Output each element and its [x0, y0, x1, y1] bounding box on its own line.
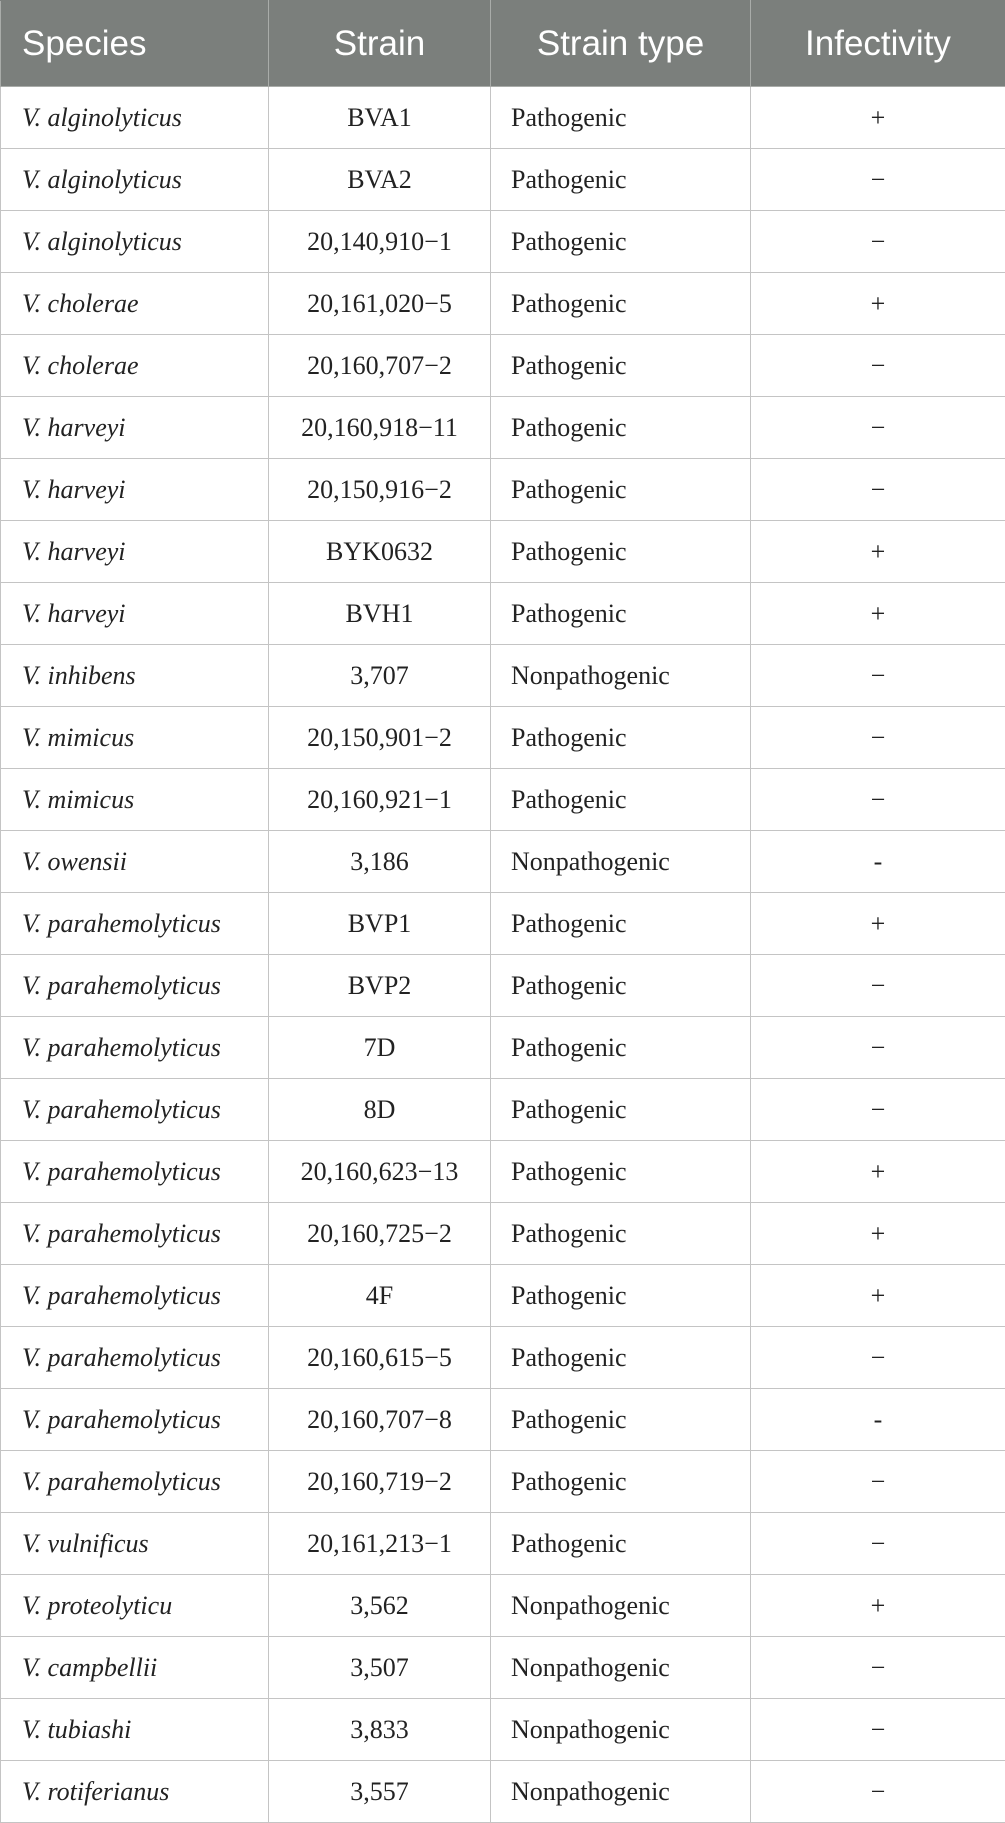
- cell-infectivity: −: [751, 1699, 1005, 1761]
- cell-strain: 3,562: [269, 1575, 491, 1637]
- cell-strain: 20,160,615−5: [269, 1327, 491, 1389]
- cell-strain-type: Pathogenic: [491, 893, 751, 955]
- cell-infectivity: −: [751, 211, 1005, 273]
- cell-strain-type: Pathogenic: [491, 1389, 751, 1451]
- cell-strain: 20,150,901−2: [269, 707, 491, 769]
- cell-strain: BVH1: [269, 583, 491, 645]
- cell-strain: 3,186: [269, 831, 491, 893]
- table-row: [1, 1513, 1005, 1575]
- cell-species: V. parahemolyticus: [1, 1327, 269, 1389]
- cell-strain-type: Pathogenic: [491, 87, 751, 149]
- table-row: [1, 645, 1005, 707]
- cell-strain-type: Pathogenic: [491, 149, 751, 211]
- table-row: [1, 583, 1005, 645]
- cell-strain: 3,507: [269, 1637, 491, 1699]
- cell-species: V. vulnificus: [1, 1513, 269, 1575]
- cell-strain-type: Pathogenic: [491, 1141, 751, 1203]
- table-row: [1, 955, 1005, 1017]
- cell-species: V. campbellii: [1, 1637, 269, 1699]
- cell-strain: 7D: [269, 1017, 491, 1079]
- cell-strain: 20,160,725−2: [269, 1203, 491, 1265]
- cell-infectivity: +: [751, 1203, 1005, 1265]
- cell-strain-type: Pathogenic: [491, 335, 751, 397]
- cell-strain-type: Pathogenic: [491, 459, 751, 521]
- cell-strain: 20,161,213−1: [269, 1513, 491, 1575]
- cell-species: V. alginolyticus: [1, 149, 269, 211]
- cell-strain-type: Nonpathogenic: [491, 1637, 751, 1699]
- table-row: [1, 1017, 1005, 1079]
- table-row: [1, 459, 1005, 521]
- table-body: [1, 87, 1005, 1823]
- header-strain-type: Strain type: [491, 1, 751, 87]
- cell-species: V. proteolyticu: [1, 1575, 269, 1637]
- cell-strain-type: Nonpathogenic: [491, 1761, 751, 1823]
- cell-species: V. mimicus: [1, 707, 269, 769]
- cell-infectivity: +: [751, 583, 1005, 645]
- cell-strain: 20,160,707−2: [269, 335, 491, 397]
- cell-species: V. parahemolyticus: [1, 1017, 269, 1079]
- header-strain: Strain: [269, 1, 491, 87]
- cell-infectivity: −: [751, 1513, 1005, 1575]
- cell-strain-type: Nonpathogenic: [491, 831, 751, 893]
- cell-species: V. cholerae: [1, 273, 269, 335]
- table-row: [1, 521, 1005, 583]
- cell-infectivity: +: [751, 893, 1005, 955]
- cell-infectivity: −: [751, 459, 1005, 521]
- cell-species: V. parahemolyticus: [1, 1389, 269, 1451]
- table-row: [1, 1141, 1005, 1203]
- cell-infectivity: −: [751, 1327, 1005, 1389]
- cell-species: V. tubiashi: [1, 1699, 269, 1761]
- table-header: [1, 1, 1005, 87]
- table-row: [1, 1079, 1005, 1141]
- cell-species: V. parahemolyticus: [1, 1451, 269, 1513]
- table-row: [1, 893, 1005, 955]
- cell-strain: 3,557: [269, 1761, 491, 1823]
- cell-species: V. harveyi: [1, 397, 269, 459]
- cell-infectivity: −: [751, 149, 1005, 211]
- cell-strain-type: Nonpathogenic: [491, 645, 751, 707]
- cell-species: V. parahemolyticus: [1, 1265, 269, 1327]
- cell-infectivity: +: [751, 1265, 1005, 1327]
- cell-infectivity: -: [751, 1389, 1005, 1451]
- cell-strain: 20,160,707−8: [269, 1389, 491, 1451]
- cell-species: V. cholerae: [1, 335, 269, 397]
- table-row: [1, 1451, 1005, 1513]
- cell-infectivity: +: [751, 1575, 1005, 1637]
- cell-strain: BVA2: [269, 149, 491, 211]
- cell-infectivity: +: [751, 273, 1005, 335]
- cell-species: V. parahemolyticus: [1, 1141, 269, 1203]
- table-row: [1, 1637, 1005, 1699]
- cell-strain-type: Pathogenic: [491, 1203, 751, 1265]
- cell-strain-type: Pathogenic: [491, 707, 751, 769]
- cell-strain: 4F: [269, 1265, 491, 1327]
- cell-strain: 3,707: [269, 645, 491, 707]
- cell-infectivity: −: [751, 335, 1005, 397]
- table-row: [1, 831, 1005, 893]
- cell-strain: 8D: [269, 1079, 491, 1141]
- cell-strain: 20,150,916−2: [269, 459, 491, 521]
- cell-species: V. harveyi: [1, 459, 269, 521]
- cell-infectivity: −: [751, 1637, 1005, 1699]
- cell-strain: 20,160,921−1: [269, 769, 491, 831]
- cell-species: V. alginolyticus: [1, 87, 269, 149]
- cell-strain-type: Pathogenic: [491, 211, 751, 273]
- cell-strain: 3,833: [269, 1699, 491, 1761]
- cell-species: V. alginolyticus: [1, 211, 269, 273]
- cell-infectivity: −: [751, 1451, 1005, 1513]
- cell-species: V. parahemolyticus: [1, 1079, 269, 1141]
- cell-species: V. harveyi: [1, 583, 269, 645]
- table-row: [1, 397, 1005, 459]
- table-row: [1, 1203, 1005, 1265]
- cell-strain-type: Pathogenic: [491, 521, 751, 583]
- table-row: [1, 149, 1005, 211]
- cell-strain-type: Pathogenic: [491, 1079, 751, 1141]
- cell-strain-type: Pathogenic: [491, 1513, 751, 1575]
- cell-infectivity: -: [751, 831, 1005, 893]
- cell-infectivity: +: [751, 1141, 1005, 1203]
- cell-strain-type: Nonpathogenic: [491, 1575, 751, 1637]
- table-row: [1, 707, 1005, 769]
- cell-strain: BYK0632: [269, 521, 491, 583]
- header-species: Species: [1, 1, 269, 87]
- cell-infectivity: −: [751, 645, 1005, 707]
- cell-species: V. mimicus: [1, 769, 269, 831]
- table-row: [1, 1699, 1005, 1761]
- cell-species: V. harveyi: [1, 521, 269, 583]
- cell-infectivity: −: [751, 955, 1005, 1017]
- table-row: [1, 211, 1005, 273]
- cell-strain-type: Pathogenic: [491, 1265, 751, 1327]
- cell-strain-type: Pathogenic: [491, 273, 751, 335]
- cell-strain-type: Pathogenic: [491, 769, 751, 831]
- table-row: [1, 1761, 1005, 1823]
- cell-infectivity: −: [751, 1079, 1005, 1141]
- cell-strain-type: Pathogenic: [491, 1327, 751, 1389]
- cell-strain: BVP2: [269, 955, 491, 1017]
- cell-species: V. inhibens: [1, 645, 269, 707]
- cell-species: V. parahemolyticus: [1, 955, 269, 1017]
- cell-infectivity: +: [751, 521, 1005, 583]
- cell-strain: 20,160,918−11: [269, 397, 491, 459]
- cell-strain-type: Pathogenic: [491, 1451, 751, 1513]
- table-row: [1, 335, 1005, 397]
- cell-infectivity: −: [751, 1761, 1005, 1823]
- cell-infectivity: −: [751, 397, 1005, 459]
- cell-species: V. owensii: [1, 831, 269, 893]
- cell-infectivity: −: [751, 769, 1005, 831]
- cell-strain-type: Pathogenic: [491, 955, 751, 1017]
- cell-strain-type: Pathogenic: [491, 583, 751, 645]
- cell-strain: 20,160,719−2: [269, 1451, 491, 1513]
- table-row: [1, 273, 1005, 335]
- cell-infectivity: −: [751, 1017, 1005, 1079]
- cell-strain: 20,140,910−1: [269, 211, 491, 273]
- cell-species: V. parahemolyticus: [1, 1203, 269, 1265]
- cell-strain: BVP1: [269, 893, 491, 955]
- table-row: [1, 1575, 1005, 1637]
- cell-species: V. parahemolyticus: [1, 893, 269, 955]
- cell-strain: BVA1: [269, 87, 491, 149]
- cell-strain: 20,161,020−5: [269, 273, 491, 335]
- cell-species: V. rotiferianus: [1, 1761, 269, 1823]
- table-row: [1, 1389, 1005, 1451]
- table-row: [1, 769, 1005, 831]
- table-row: [1, 87, 1005, 149]
- cell-strain: 20,160,623−13: [269, 1141, 491, 1203]
- table-row: [1, 1265, 1005, 1327]
- cell-strain-type: Pathogenic: [491, 1017, 751, 1079]
- header-row: [1, 1, 1005, 87]
- cell-strain-type: Nonpathogenic: [491, 1699, 751, 1761]
- table-row: [1, 1327, 1005, 1389]
- cell-infectivity: +: [751, 87, 1005, 149]
- cell-infectivity: −: [751, 707, 1005, 769]
- header-infectivity: Infectivity: [751, 1, 1005, 87]
- cell-strain-type: Pathogenic: [491, 397, 751, 459]
